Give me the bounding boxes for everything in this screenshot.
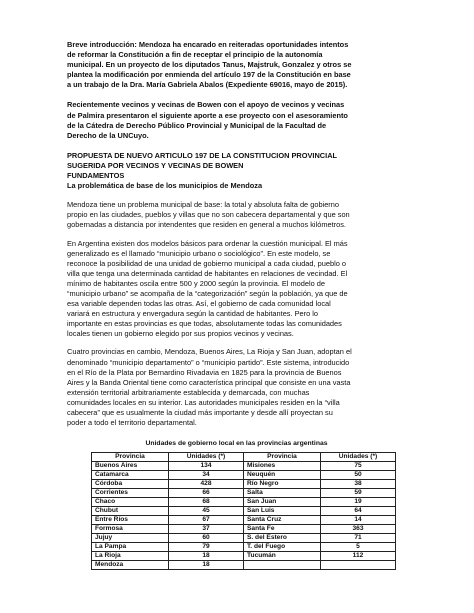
intro-line: a un trabajo de la Dra. María Gabriela Abalos (Expediente 69016, mayo de 2015). [67, 80, 348, 90]
units-cell: 19 [321, 498, 396, 507]
province-cell: T. del Fuego [244, 543, 321, 552]
table-body [92, 462, 396, 570]
table-row [92, 471, 396, 480]
units-cell: 50 [321, 471, 396, 480]
units-cell: 59 [321, 489, 396, 498]
province-cell: Santa Cruz [244, 516, 321, 525]
paragraph-3 [67, 347, 406, 428]
table-row [92, 480, 396, 489]
text-line: poder a todo el territorio departamental. [67, 418, 197, 428]
province-cell: Misiones [244, 462, 321, 471]
text-line: En Argentina existen dos modelos básicos para ordenar la cuestión municipal. El más [67, 238, 348, 248]
units-cell: 66 [169, 489, 244, 498]
text-line: denominado “municipio departamento” o “municipio partido”. Este sistema, introducido [67, 357, 350, 367]
province-cell: S. del Estero [244, 534, 321, 543]
province-cell [244, 561, 321, 570]
intro-line: Breve introducción: Mendoza ha encarado en reiteradas oportunidades intentos [67, 40, 349, 49]
table-row [92, 525, 396, 534]
proposal-title [67, 151, 406, 171]
table-row [92, 507, 396, 516]
recent-paragraph [67, 100, 406, 140]
text-line: variará en estructura y envergadura según la cantidad de habitantes. Pero lo [67, 309, 319, 319]
section-subheading: La problemática de base de los municipios de Mendoza [67, 181, 263, 191]
province-cell: Buenos Aires [92, 462, 169, 471]
table-row [92, 561, 396, 570]
recent-line: de la Cátedra de Derecho Público Provincial y Municipal de la Facultad de [67, 120, 327, 130]
table-row [92, 489, 396, 498]
units-cell [321, 561, 396, 570]
units-cell: 363 [321, 525, 396, 534]
units-cell: 34 [169, 471, 244, 480]
units-cell: 71 [321, 534, 396, 543]
units-cell: 60 [169, 534, 244, 543]
table-row [92, 516, 396, 525]
units-cell: 79 [169, 543, 244, 552]
text-line: comunidades locales en su interior. Las autoridades municipales residen en la “villa [67, 397, 340, 407]
province-cell: Entre Ríos [92, 516, 169, 525]
text-line: “municipio urbano” se acompaña de la “categorización” según la población, ya que de [67, 288, 348, 298]
province-cell: Chaco [92, 498, 169, 507]
table-row [92, 534, 396, 543]
text-line: Mendoza tiene un problema municipal de base: la total y absoluta falta de gobierno [67, 200, 339, 210]
table-row [92, 462, 396, 471]
text-line: Cuatro provincias en cambio, Mendoza, Buenos Aires, La Rioja y San Juan, adoptan el [67, 347, 352, 357]
paragraph-2 [67, 239, 406, 340]
units-cell: 112 [321, 552, 396, 561]
text-line: villa que tenga una determinada cantidad de habitantes en relaciones de vecindad. El [67, 268, 348, 278]
recent-line: Derecho de la UNCuyo. [67, 130, 149, 140]
text-line: extensión territorial arbitrariamente establecida y demarcada, con muchas [67, 387, 310, 397]
units-cell: 18 [169, 561, 244, 570]
province-cell: Salta [244, 489, 321, 498]
table-header-row [92, 453, 396, 462]
units-cell: 5 [321, 543, 396, 552]
intro-line: plantea la modificación por enmienda del artículo 197 de la Constitución en base [67, 70, 351, 80]
text-line: locales tienen un gobierno elegido por sus propios vecinos y vecinas. [67, 329, 294, 339]
column-header: Provincia [92, 453, 169, 462]
text-line: esa variable dependen todas las otras. Así, el gobierno de cada comunidad local [67, 299, 331, 309]
column-header: Unidades (*) [321, 453, 396, 462]
text-line: reconoce la posibilidad de una unidad de gobierno municipal a cada ciudad, pueblo o [67, 258, 346, 268]
table-title: Unidades de gobierno local en las provincias argentinas [145, 440, 328, 448]
province-cell: Santa Fe [244, 525, 321, 534]
units-cell: 428 [169, 480, 244, 489]
text-line: en el Río de la Plata por Bernardino Rivadavia en 1825 para la provincia de Buenos [67, 367, 342, 377]
text-line: Aires y la Banda Oriental tiene como característica principal que consiste en una vasta [67, 377, 351, 387]
units-cell: 37 [169, 525, 244, 534]
units-cell: 14 [321, 516, 396, 525]
province-cell: Río Negro [244, 480, 321, 489]
proposal-title-line: PROPUESTA DE NUEVO ARTICULO 197 DE LA CONSTITUCION PROVINCIAL [67, 150, 338, 160]
units-cell: 18 [169, 552, 244, 561]
text-line: importante en estas provincias es que todas, absolutamente todas las comunidades [67, 319, 342, 329]
units-cell: 67 [169, 516, 244, 525]
units-cell: 68 [169, 498, 244, 507]
column-header: Unidades (*) [169, 453, 244, 462]
province-cell: Córdoba [92, 480, 169, 489]
province-cell: Neuquén [244, 471, 321, 480]
table-row [92, 498, 396, 507]
units-cell: 45 [169, 507, 244, 516]
province-cell: Corrientes [92, 489, 169, 498]
province-cell: Mendoza [92, 561, 169, 570]
province-cell: San Juan [244, 498, 321, 507]
units-cell: 75 [321, 462, 396, 471]
column-header: Provincia [244, 453, 321, 462]
province-cell: San Luis [244, 507, 321, 516]
table-row [92, 543, 396, 552]
fundamentos-heading: FUNDAMENTOS [67, 171, 125, 181]
units-cell: 38 [321, 480, 396, 489]
province-cell: Catamarca [92, 471, 169, 480]
intro-line: de reformar la Constitución a fin de receptar el principio de la autonomía [67, 50, 323, 60]
province-cell: Chubut [92, 507, 169, 516]
recent-line: Recientemente vecinos y vecinas de Bowen con el apoyo de vecinos y vecinas [67, 100, 345, 110]
province-cell: La Pampa [92, 543, 169, 552]
intro-line: municipal. En un proyecto de los diputados Tanus, Majstruk, Gonzalez y otros se [67, 60, 352, 70]
units-cell: 64 [321, 507, 396, 516]
text-line: gobernadas a distancia por intendentes que residen en general a muchos kilómetros. [67, 220, 346, 230]
text-line: mínimo de habitantes oscila entre 500 y 2000 según la provincia. El modelo de [67, 278, 326, 288]
text-line: propio en las ciudades, pueblos y villas que no son cabecera departamental y que son [67, 210, 350, 220]
table-row [92, 552, 396, 561]
provinces-table [91, 452, 396, 570]
province-cell: Jujuy [92, 534, 169, 543]
text-line: generalizado es el llamado “municipio urbano o sociológico”. En este modelo, se [67, 248, 331, 258]
recent-line: de Palmira presentaron el siguiente aporte a ese proyecto con el asesoramiento [67, 110, 348, 120]
intro-paragraph [67, 40, 406, 90]
proposal-title-line: SUGERIDA POR VECINOS Y VECINAS DE BOWEN [67, 160, 244, 170]
text-line: cabecera” que es usualmente la ciudad más importante y desde allí proyectan su [67, 408, 333, 417]
paragraph-1 [67, 200, 406, 230]
units-cell: 134 [169, 462, 244, 471]
province-cell: Tucumán [244, 552, 321, 561]
province-cell: La Rioja [92, 552, 169, 561]
province-cell: Formosa [92, 525, 169, 534]
